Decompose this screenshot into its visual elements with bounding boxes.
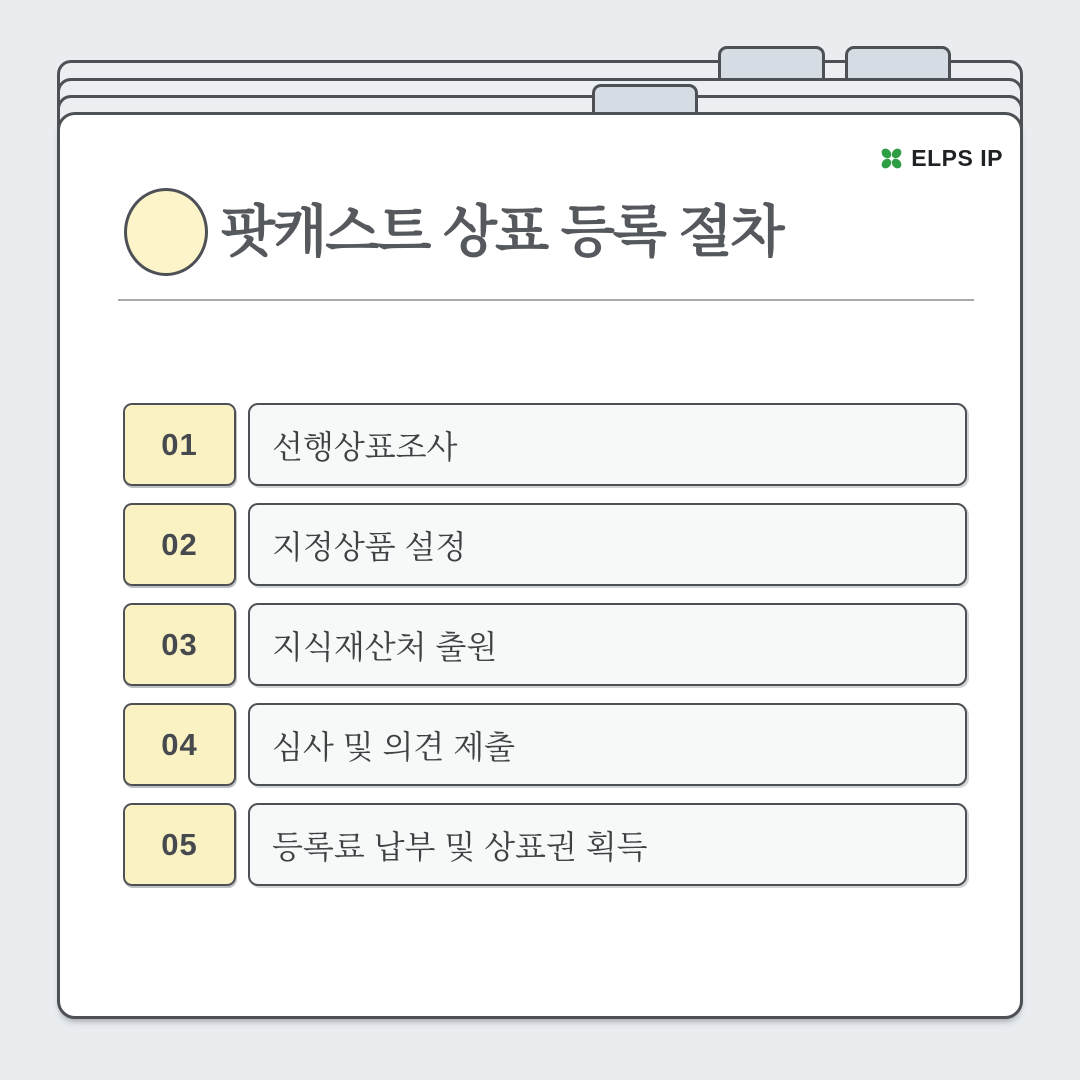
step-number-badge <box>123 703 236 786</box>
step-number: 01 <box>161 426 198 462</box>
step-row <box>123 803 967 886</box>
step-number-badge <box>123 403 236 486</box>
step-number-badge <box>123 803 236 886</box>
step-row <box>123 603 967 686</box>
page-title: 팟캐스트 상표 등록 절차 <box>221 200 783 263</box>
title-bullet-circle <box>124 188 208 276</box>
steps-list <box>123 403 967 886</box>
folder-tab-left <box>718 46 825 81</box>
step-label-box <box>248 503 967 586</box>
main-card <box>57 112 1023 1019</box>
step-row <box>123 403 967 486</box>
step-number: 05 <box>161 826 198 862</box>
step-label: 등록료 납부 및 상표권 획득 <box>272 828 648 865</box>
divider-line <box>118 299 974 301</box>
step-label-box <box>248 603 967 686</box>
step-number: 03 <box>161 626 198 662</box>
clover-icon <box>879 146 904 171</box>
brand-logo <box>879 145 1003 171</box>
step-label: 선행상표조사 <box>272 428 458 465</box>
step-row <box>123 703 967 786</box>
title-row <box>124 188 783 276</box>
step-number: 02 <box>161 526 198 562</box>
step-label-box <box>248 803 967 886</box>
step-number-badge <box>123 503 236 586</box>
step-label: 지정상품 설정 <box>272 528 467 565</box>
step-label-box <box>248 403 967 486</box>
step-number: 04 <box>161 726 198 762</box>
step-label: 심사 및 의견 제출 <box>272 728 516 765</box>
step-label: 지식재산처 출원 <box>272 628 498 665</box>
step-row <box>123 503 967 586</box>
step-number-badge <box>123 603 236 686</box>
brand-name: ELPS IP <box>911 144 1003 171</box>
folder-tab-right <box>845 46 951 81</box>
step-label-box <box>248 703 967 786</box>
